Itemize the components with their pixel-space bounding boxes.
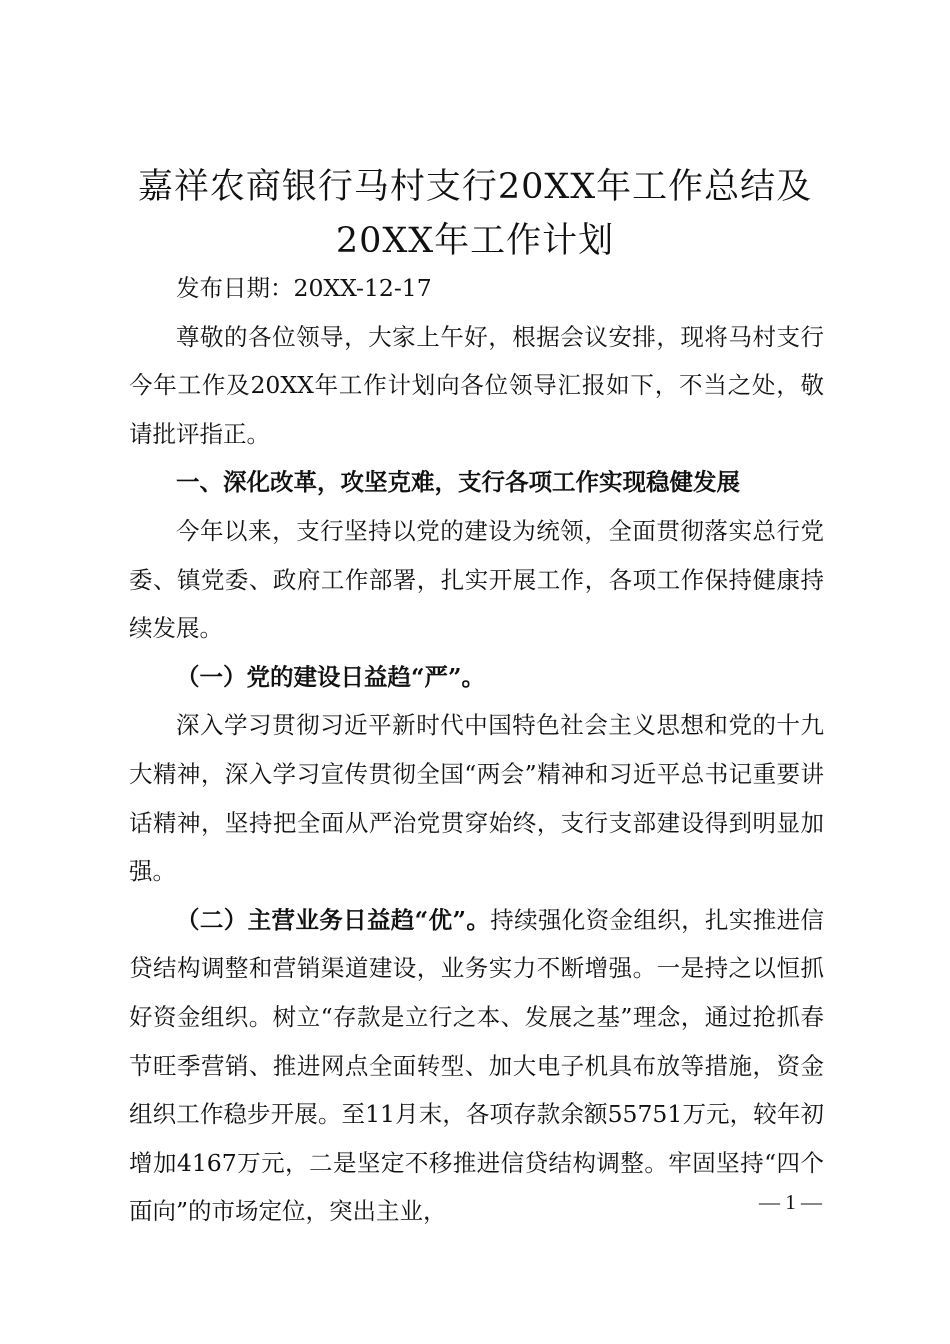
subsection-2-title: （二）主营业务日益趋“优”。 [176, 905, 491, 934]
subsection-2-text: 持续强化资金组织，扎实推进信贷结构调整和营销渠道建设，业务实力不断增强。一是持之以恒抓好资金组织。树立“存款是立行之本、发展之基”理念，通过抢抓春节旺季营销、推进网点全面转型、加大电子机具布放等措施，资金组织工作稳步开展。至11月末，各项存款余额55751万元，较年初增加4167万元，二是坚定不移推进信贷结构调整。牢固坚持“四个面向”的市场定位，突出主业， [129, 905, 824, 1226]
subsection-1-heading [129, 653, 824, 702]
document-title [120, 160, 830, 268]
document-body [129, 264, 824, 1236]
title-line-2: 20XX年工作计划 [335, 221, 615, 261]
intro-paragraph: 尊敬的各位领导，大家上午好，根据会议安排，现将马村支行今年工作及20XX年工作计划向各位领导汇报如下，不当之处，敬请批评指正。 [129, 322, 824, 448]
section-1-heading: 一、深化改革，攻坚克难，支行各项工作实现稳健发展 [176, 468, 740, 497]
subsection-1-title: （一）党的建设日益趋“严”。 [176, 662, 486, 691]
title-line-1: 嘉祥农商银行马村支行20XX年工作总结及 [137, 167, 813, 207]
publish-date: 发布日期：20XX-12-17 [176, 274, 432, 302]
page-number: — 1 — [759, 1190, 822, 1214]
section-1-paragraph: 今年以来，支行坚持以党的建设为统领，全面贯彻落实总行党委、镇党委、政府工作部署，扎实开展工作，各项工作保持健康持续发展。 [129, 516, 824, 643]
subsection-2-paragraph [129, 896, 824, 1236]
subsection-1-paragraph: 深入学习贯彻习近平新时代中国特色社会主义思想和党的十九大精神，深入学习宣传贯彻全国“两会”精神和习近平总书记重要讲话精神，坚持把全面从严治党贯穿始终，支行支部建设得到明显加强。 [129, 711, 824, 886]
